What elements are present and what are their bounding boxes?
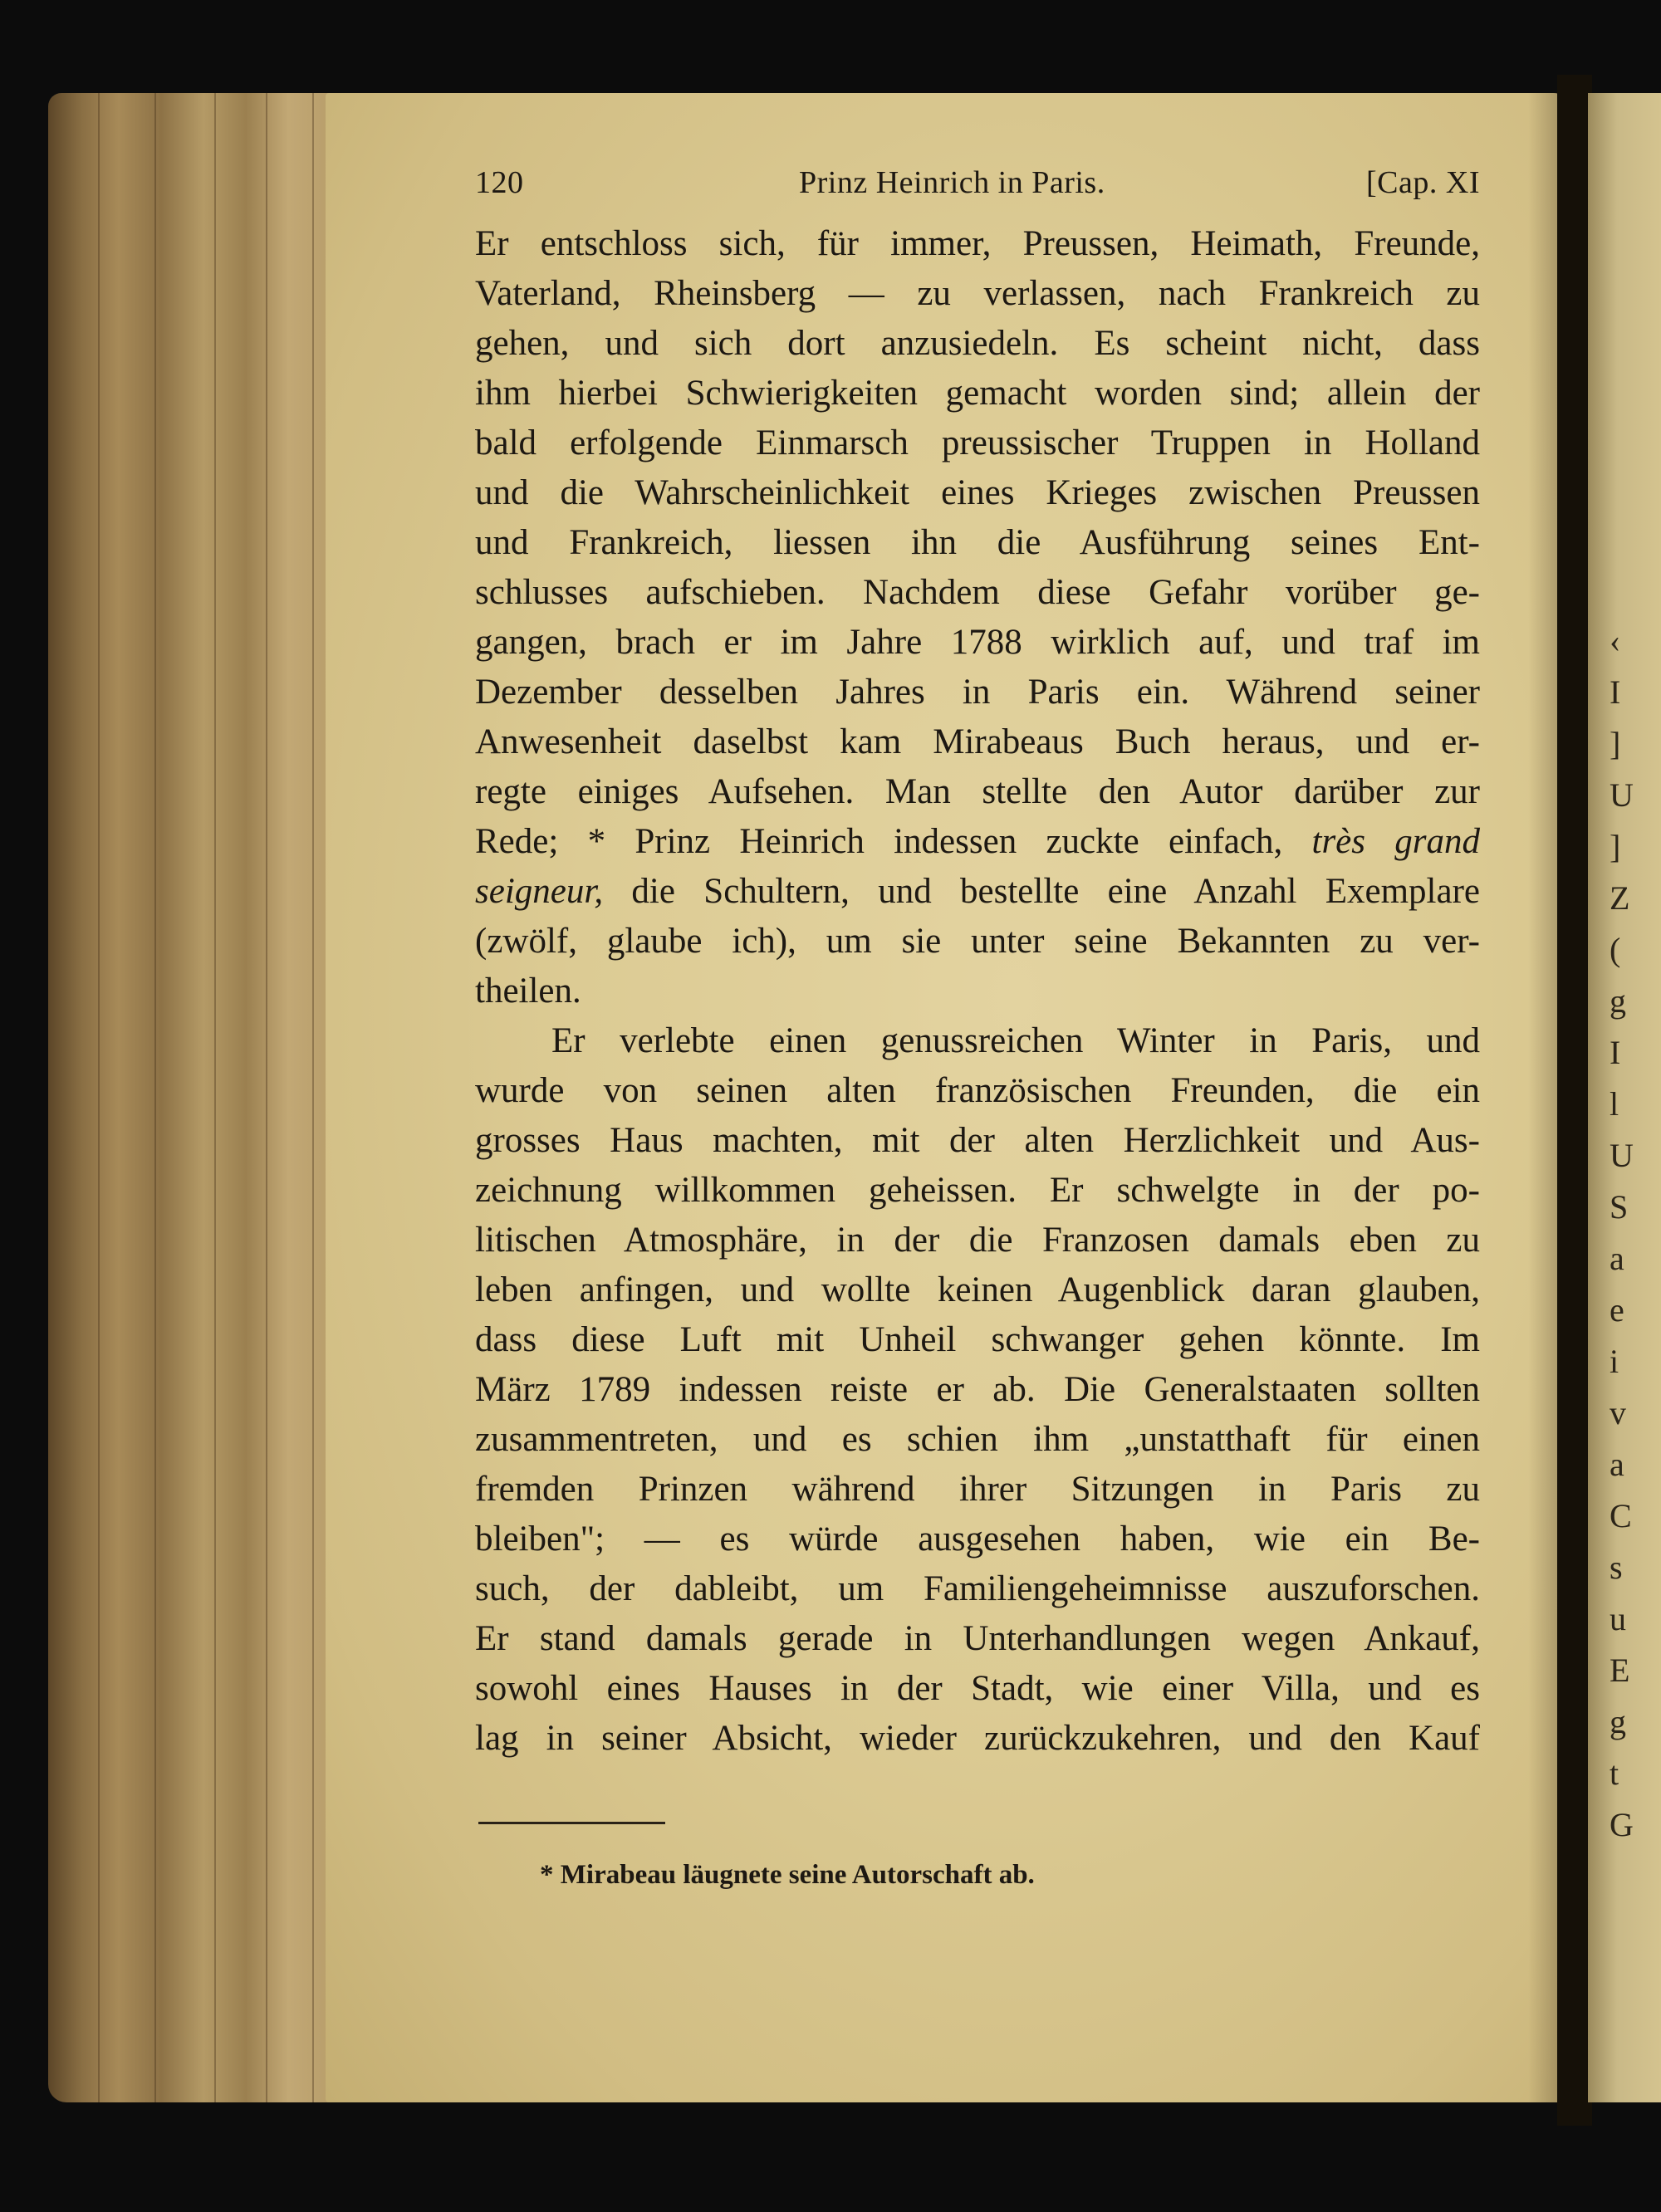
text-line <box>475 867 1480 917</box>
next-page-fragment: s <box>1610 1549 1623 1586</box>
text-line: und die Wahrscheinlichkeit eines Krieges zwischen Preussen <box>475 473 1480 512</box>
text-line: bald erfolgende Einmarsch preussischer Truppen in Holland <box>475 423 1480 462</box>
text-line: zeichnung willkommen geheissen. Er schwelgte in der po- <box>475 1171 1480 1210</box>
text-line: dass diese Luft mit Unheil schwanger gehen könnte. Im <box>475 1320 1480 1359</box>
running-header <box>475 163 1480 213</box>
text-line: fremden Prinzen während ihrer Sitzungen in Paris zu <box>475 1470 1480 1509</box>
text-line: Er entschloss sich, für immer, Preussen, Heimath, Freunde, <box>475 224 1480 263</box>
italic-text: très grand <box>1311 822 1481 861</box>
text-line: litischen Atmosphäre, in der die Franzosen damals eben zu <box>475 1221 1480 1260</box>
next-page-fragment: E <box>1610 1652 1630 1689</box>
next-page-fragment: g <box>1610 982 1626 1020</box>
next-page-fragment: t <box>1610 1754 1619 1792</box>
next-page-fragment: v <box>1610 1394 1626 1431</box>
text-block <box>475 163 1480 1764</box>
text-line: leben anfingen, und wollte keinen Augenblick daran glauben, <box>475 1270 1480 1309</box>
footnote-rule <box>478 1822 665 1824</box>
next-page-sliver <box>1588 93 1661 2102</box>
text-line: zusammentreten, und es schien ihm „unstatthaft für einen <box>475 1420 1480 1459</box>
text-line: schlusses aufschieben. Nachdem diese Gefahr vorüber ge- <box>475 573 1480 612</box>
next-page-fragment: a <box>1610 1240 1624 1277</box>
text-line: (zwölf, glaube ich), um sie unter seine Bekannten zu ver- <box>475 922 1480 961</box>
next-page-fragment: S <box>1610 1188 1629 1226</box>
page-edges <box>48 93 331 2102</box>
next-page-fragment: a <box>1610 1446 1624 1483</box>
next-page-fragment: ( <box>1610 931 1621 968</box>
next-page-fragment: g <box>1610 1703 1626 1740</box>
text-line: und Frankreich, liessen ihn die Ausführung seines Ent- <box>475 523 1480 562</box>
next-page-fragment: U <box>1610 1137 1634 1174</box>
paragraph-2 <box>475 1016 1480 1764</box>
text-line: bleiben"; — es würde ausgesehen haben, wie ein Be- <box>475 1520 1480 1559</box>
text-line: Er stand damals gerade in Unterhandlungen wegen Ankauf, <box>475 1619 1480 1658</box>
text-line: gehen, und sich dort anzusiedeln. Es scheint nicht, dass <box>475 324 1480 363</box>
next-page-fragment: u <box>1610 1600 1626 1637</box>
text-line <box>475 817 1480 867</box>
text-line: theilen. <box>475 971 581 1011</box>
footnote: * Mirabeau läugnete seine Autorschaft ab. <box>540 1860 1035 1890</box>
text-line: grosses Haus machten, mit der alten Herzlichkeit und Aus- <box>475 1121 1480 1160</box>
next-page-fragment: U <box>1610 776 1634 814</box>
text-line: such, der dableibt, um Familiengeheimnisse auszuforschen. <box>475 1569 1480 1608</box>
text-line: Er verlebte einen genussreichen Winter in Paris, und <box>551 1021 1480 1060</box>
running-title: Prinz Heinrich in Paris. <box>799 165 1105 200</box>
next-page-fragment: Z <box>1610 879 1630 917</box>
next-page-fragment: ‹ <box>1610 622 1621 659</box>
text-run: die Schultern, und bestellte eine Anzahl Exemplare <box>603 872 1480 911</box>
text-line: sowohl eines Hauses in der Stadt, wie einer Villa, und es <box>475 1669 1480 1708</box>
text-line: Anwesenheit daselbst kam Mirabeaus Buch heraus, und er- <box>475 722 1480 761</box>
book-gutter <box>1557 75 1592 2126</box>
italic-text: seigneur, <box>475 872 604 911</box>
page-number: 120 <box>475 165 524 200</box>
text-line: regte einiges Aufsehen. Man stellte den Autor darüber zur <box>475 772 1480 811</box>
next-page-fragment: i <box>1610 1343 1619 1380</box>
next-page-fragment: ] <box>1610 828 1621 865</box>
text-line: gangen, brach er im Jahre 1788 wirklich auf, und traf im <box>475 623 1480 662</box>
next-page-fragment: ] <box>1610 725 1621 762</box>
text-line: ihm hierbei Schwierigkeiten gemacht worden sind; allein der <box>475 374 1480 413</box>
text-line: Vaterland, Rheinsberg — zu verlassen, nach Frankreich zu <box>475 274 1480 313</box>
text-run: Rede; * Prinz Heinrich indessen zuckte einfach, <box>475 822 1312 861</box>
text-line: lag in seiner Absicht, wieder zurückzukehren, und den Kauf <box>475 1719 1480 1758</box>
next-page-fragment: C <box>1610 1497 1632 1534</box>
next-page-fragment: l <box>1610 1085 1619 1123</box>
text-line: wurde von seinen alten französischen Freunden, die ein <box>475 1071 1480 1110</box>
text-line: März 1789 indessen reiste er ab. Die Generalstaaten sollten <box>475 1370 1480 1409</box>
next-page-fragment: G <box>1610 1806 1634 1843</box>
next-page-fragment: e <box>1610 1291 1624 1329</box>
text-line: Dezember desselben Jahres in Paris ein. Während seiner <box>475 673 1480 712</box>
next-page-fragment: I <box>1610 673 1621 711</box>
next-page-fragment: I <box>1610 1034 1621 1071</box>
chapter-label: [Cap. XI <box>1366 165 1480 200</box>
paragraph-1 <box>475 219 1480 1016</box>
